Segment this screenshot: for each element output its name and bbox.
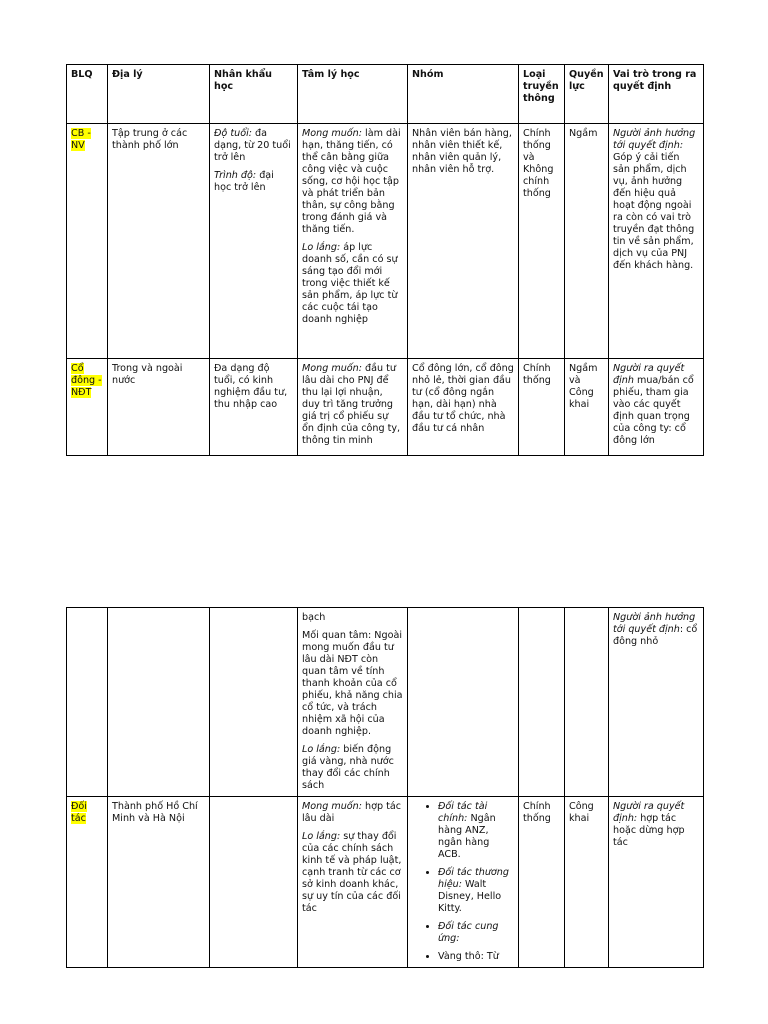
cell-loai-truyen-thong: Chính thống [519, 797, 565, 968]
label-vai-tro: Người ảnh hưởng tới quyết định: [613, 128, 696, 151]
cell-quyen-luc: Công khai [565, 797, 609, 968]
tam-ly-paragraph [302, 242, 403, 326]
tam-ly-paragraph [302, 744, 403, 792]
text-vai-tro: hợp tác hoặc dừng hợp tác [613, 813, 685, 848]
label-vai-tro: Người ảnh hưởng tới quyết định [613, 612, 696, 635]
cell-nhom [408, 608, 519, 797]
text-vai-tro: Góp ý cải tiến sản phẩm, dịch vụ, ảnh hưởng đến hiệu quả hoạt động ngoài ra còn có vai trò truyền đạt thông tin về sản phẩm, dịch vụ của PNJ đến khách hàng. [613, 152, 695, 271]
cell-quyen-luc: Ngầm và Công khai [565, 359, 609, 456]
blq-label-highlight: Đối tác [71, 801, 87, 824]
cell-loai-truyen-thong: Chính thống và Không chính thống [519, 124, 565, 359]
tam-ly-paragraph: Mối quan tâm: Ngoài mong muốn đầu tư lâu dài NĐT còn quan tâm về tính thanh khoản của cổ phiếu, khả năng chia cổ tức, và trách nhiệm xã hội của doanh nghiệp. [302, 630, 403, 737]
header-loai-truyen-thong: Loại truyền thông [519, 65, 565, 124]
cell-tam-ly-hoc [298, 124, 408, 359]
label-lo-lang: Lo lắng: [302, 242, 341, 253]
table-row-cb-nv [67, 124, 704, 359]
partner-text: Ngân hàng ANZ, ngân hàng ACB. [438, 813, 496, 860]
text-vai-tro: mua/bán cổ phiếu, tham gia vào các quyết định quan trọng của công ty: cổ đông lớn [613, 375, 694, 446]
partner-label: Đối tác tài chính: [438, 801, 488, 824]
list-item [438, 921, 514, 945]
header-quyen-luc: Quyền lực [565, 65, 609, 124]
header-dia-ly: Địa lý [108, 65, 210, 124]
partner-text: Walt Disney, Hello Kitty. [438, 879, 502, 914]
cell-nhan-khau-hoc [210, 124, 298, 359]
cell-vai-tro [609, 608, 704, 797]
cell-tam-ly-hoc [298, 797, 408, 968]
label-mong-muon: Mong muốn: [302, 363, 362, 374]
text-trinh-do: đại học trở lên [214, 170, 274, 193]
cell-loai-truyen-thong [519, 608, 565, 797]
text-lo-lang: biến động giá vàng, nhà nước thay đổi các chính sách [302, 744, 394, 791]
text-vai-tro: : cổ đông nhỏ [613, 624, 698, 647]
text-lo-lang: sự thay đổi của các chính sách kinh tế và pháp luật, cạnh tranh từ các cơ sở kinh doanh khác, sự uy tín của các đối tác [302, 831, 402, 914]
header-blq: BLQ [67, 65, 108, 124]
cell-nhom: Cổ đông lớn, cổ đông nhỏ lẻ, thời gian đầu tư (cổ đông ngắn hạn, dài hạn) nhà đầu tư tổ chức, nhà đầu tư cá nhân [408, 359, 519, 456]
label-trinh-do: Trình độ: [214, 170, 257, 181]
cell-nhan-khau-hoc [210, 797, 298, 968]
cell-tam-ly-hoc [298, 608, 408, 797]
header-nhom: Nhóm [408, 65, 519, 124]
partner-list [412, 801, 514, 963]
text-lo-lang: áp lực doanh số, cần có sự sáng tạo đổi mới trong việc thiết kế sản phẩm, áp lực từ các cuộc tái tạo doanh nghiệp [302, 242, 398, 325]
cell-loai-truyen-thong: Chính thống [519, 359, 565, 456]
text-mong-muon: hợp tác lâu dài [302, 801, 402, 824]
nhan-khau-paragraph [214, 128, 293, 164]
cell-vai-tro [609, 124, 704, 359]
cell-dia-ly [108, 608, 210, 797]
label-lo-lang: Lo lắng: [302, 831, 341, 842]
text-do-tuoi: đa dạng, từ 20 tuổi trở lên [214, 128, 291, 163]
blq-label-highlight: CB - NV [71, 128, 91, 151]
cell-blq [67, 359, 108, 456]
blq-label-highlight: Cổ đông - NĐT [71, 363, 102, 398]
stakeholder-table-page1 [66, 64, 704, 456]
cell-dia-ly: Trong và ngoài nước [108, 359, 210, 456]
label-vai-tro: Người ra quyết định [613, 363, 685, 386]
cell-nhan-khau-hoc [210, 608, 298, 797]
nhan-khau-paragraph [214, 170, 293, 194]
text-mong-muon: làm dài hạn, thăng tiến, có thể cân bằng giữa công việc và cuộc sống, cơ hội học tập và phát triển bản thân, sự công bằng trong đánh giá và thăng tiến. [302, 128, 401, 235]
partner-label: Đối tác cung ứng: [438, 921, 499, 944]
cell-nhan-khau-hoc: Đa dạng độ tuổi, có kinh nghiệm đầu tư, thu nhập cao [210, 359, 298, 456]
tam-ly-paragraph [302, 831, 403, 915]
cell-nhom: Nhân viên bán hàng, nhân viên thiết kế, nhân viên quản lý, nhân viên hỗ trợ. [408, 124, 519, 359]
cell-vai-tro [609, 359, 704, 456]
list-item [438, 801, 514, 861]
tam-ly-paragraph: bạch [302, 612, 326, 623]
label-do-tuoi: Độ tuổi: [214, 128, 252, 139]
label-lo-lang: Lo lắng: [302, 744, 341, 755]
cell-dia-ly: Thành phố Hồ Chí Minh và Hà Nội [108, 797, 210, 968]
cell-quyen-luc: Ngầm [565, 124, 609, 359]
header-vai-tro: Vai trò trong ra quyết định [609, 65, 704, 124]
table-row-doi-tac [67, 797, 704, 968]
partner-text: Vàng thô: Từ [438, 951, 499, 962]
header-tam-ly-hoc: Tâm lý học [298, 65, 408, 124]
list-item [438, 867, 514, 915]
table-row-co-dong [67, 359, 704, 456]
cell-vai-tro [609, 797, 704, 968]
header-nhan-khau-hoc: Nhân khẩu học [210, 65, 298, 124]
text-mong-muon: đầu tư lâu dài cho PNJ để thu lại lợi nhuận, duy trì tăng trưởng giá trị cổ phiếu sự ổn định của công ty, thông tin minh [302, 363, 401, 446]
label-vai-tro: Người ra quyết định: [613, 801, 685, 824]
partner-label: Đối tác thương hiệu: [438, 867, 509, 890]
tam-ly-paragraph [302, 128, 403, 236]
cell-dia-ly: Tập trung ở các thành phố lớn [108, 124, 210, 359]
cell-nhom [408, 797, 519, 968]
cell-quyen-luc [565, 608, 609, 797]
stakeholder-table-page2 [66, 607, 704, 968]
tam-ly-paragraph [302, 801, 403, 825]
cell-blq [67, 608, 108, 797]
table-row-co-dong-continued [67, 608, 704, 797]
label-mong-muon: Mong muốn: [302, 801, 362, 812]
list-item [438, 951, 514, 963]
label-mong-muon: Mong muốn: [302, 128, 362, 139]
table-header-row [67, 65, 704, 124]
cell-blq [67, 124, 108, 359]
cell-tam-ly-hoc [298, 359, 408, 456]
cell-blq [67, 797, 108, 968]
